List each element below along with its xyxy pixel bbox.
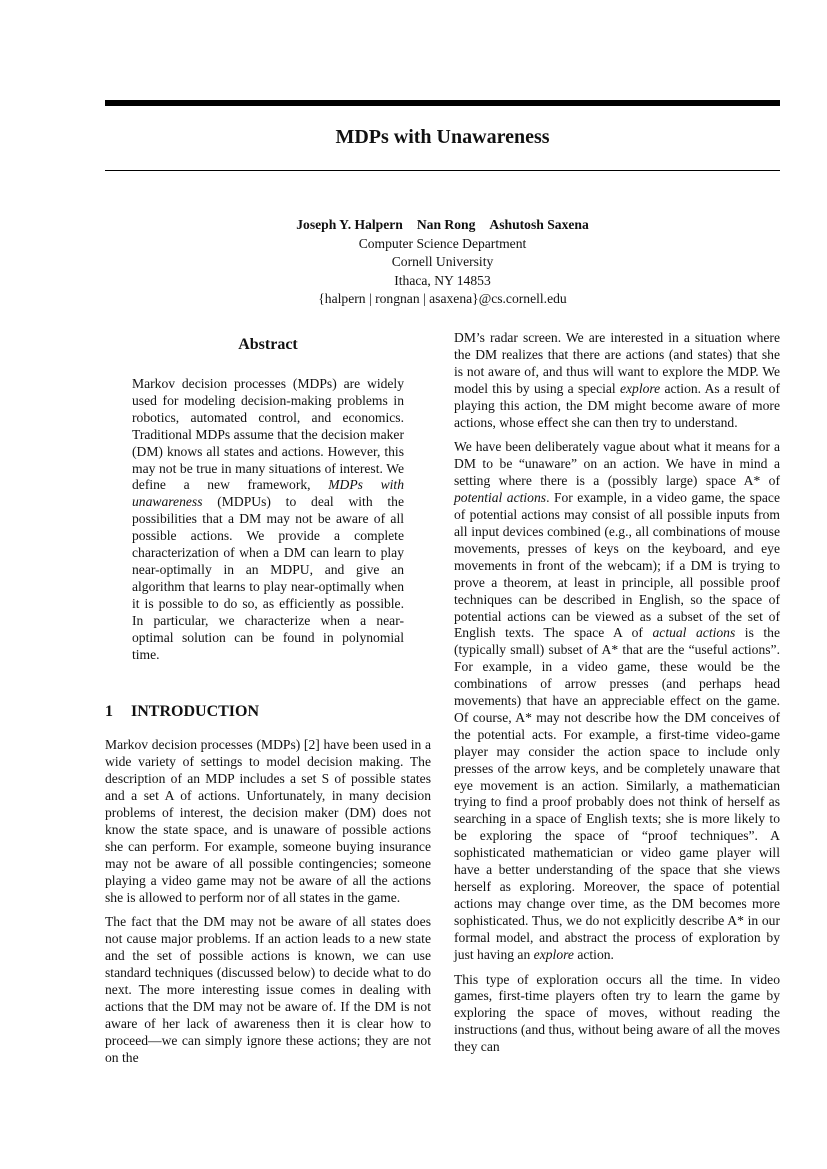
author-name: Nan Rong xyxy=(416,217,476,232)
section-heading-introduction xyxy=(105,703,431,721)
author-name: Joseph Y. Halpern xyxy=(296,217,403,232)
section-title: INTRODUCTION xyxy=(131,703,260,721)
author-names xyxy=(105,216,780,235)
author-block xyxy=(105,216,780,309)
intro-paragraph-1: Markov decision processes (MDPs) [2] have been used in a wide variety of settings to model decision making. The description of an MDP includes a set S of possible states and a set A of actions. Unfortunately, in many decision problems of interest, the decision maker (DM) does not know the state space, and is unaware of possible actions she can perform. For example, someone buying insurance may not be aware of all possible contingencies; someone playing a video game may not be aware of all the actions she is allowed to perform nor of all states in the game. xyxy=(105,737,431,905)
author-emails: {halpern | rongnan | asaxena}@cs.cornell.edu xyxy=(318,291,567,307)
paragraph-emphasis: actual actions xyxy=(652,625,736,641)
right-paragraph-1 xyxy=(454,330,780,431)
affiliation-address: Ithaca, NY 14853 xyxy=(394,272,491,288)
abstract-heading: Abstract xyxy=(238,336,298,353)
author-name: Ashutosh Saxena xyxy=(489,217,589,232)
abstract-text: Markov decision processes (MDPs) are widely used for modeling decision-making problems in robotics, automated control, and economics. Traditional MDPs assume that the decision maker (DM) knows all states and actions. However, this may not be true in many situations of interest. We define a new framework, xyxy=(132,376,404,493)
paragraph-text: We have been deliberately vague about what it means for a DM to be “unaware” on an action. We have in mind a setting where there is a (possibly large) space A* of xyxy=(454,439,780,489)
abstract-text: (MDPUs) to deal with the possibilities that a DM may not be aware of all possible actions. We provide a complete characterization of when a DM can learn to play near-optimally in an MDPU, and give an algorithm that learns to play near-optimally when it is possible to do so, as efficiently as possible. In particular, we characterize when a near-optimal solution can be found in polynomial time. xyxy=(132,494,404,662)
intro-paragraph-2: The fact that the DM may not be aware of all states does not cause major problems. If an action leads to a new state and the set of possible actions is known, we can use standard techniques (discussed below) to decide what to do next. The more interesting issue comes in dealing with actions that the DM may not be aware of. If the DM is not aware of her lack of awareness then it is clear how to proceed—we can simply ignore these actions; they are not on the xyxy=(105,914,431,1065)
right-column xyxy=(454,330,780,1064)
paper-title: MDPs with Unawareness xyxy=(335,126,550,148)
abstract-body xyxy=(132,376,404,663)
title-underline-rule xyxy=(105,170,780,171)
affiliation-department: Computer Science Department xyxy=(358,235,527,251)
paragraph-text: is the (typically small) subset of A* that are the “useful actions”. For example, in a video game, these would be the combinations of arrow presses (and perhaps head movements) that have an appreciable effect on the game. Of course, A* may not describe how the DM conceives of the potential acts. For example, a first-time video-game player may consider the action space to include only presses of the arrow keys, and be completely unaware that eye movement is an action. Similarly, a mathematician trying to find a proof probably does not think of herself as searching in a space of English texts; she is more likely to be exploring the space of “proof techniques”. A sophisticated mathematician or video game player will have a better understanding of the space that she views herself as exploring. Moreover, the space of potential actions may change over time, as the DM becomes more sophisticated. Thus, we do not explicitly describe A* in our formal model, and abstract the process of exploration by just having an xyxy=(454,625,780,962)
right-paragraph-2 xyxy=(454,439,780,963)
abstract-emphasis: MDPs with unawareness xyxy=(132,477,404,510)
affiliation-university: Cornell University xyxy=(391,254,494,270)
paragraph-text: action. As a result of playing this action, the DM might become aware of more actions, whose effect she can then try to understand. xyxy=(454,380,780,430)
paragraph-text: . For example, in a video game, the space of potential actions may consist of all possible inputs from all input devices combined (e.g., all combinations of mouse movements, presses of keys on the keyboard, and eye movements in front of the webcam); if a DM is trying to prove a theorem, at least in principle, all possible proof techniques can be described in English, so the space of potential actions can be viewed as a subset of the set of English texts. The space A of xyxy=(454,490,780,641)
paragraph-text: DM’s radar screen. We are interested in a situation where the DM realizes that there are actions (and states) that she is not aware of, and thus will want to explore the MDP. We model this by using a special xyxy=(454,330,780,396)
right-paragraph-3: This type of exploration occurs all the time. In video games, first-time players often try to learn the game by exploring the space of moves, without reading the instructions (and thus, without being aware of all the moves they can xyxy=(454,971,780,1055)
paragraph-emphasis: potential actions xyxy=(454,490,547,506)
left-column xyxy=(105,336,431,1075)
top-thick-rule xyxy=(105,100,780,106)
paragraph-text: action. xyxy=(573,946,614,962)
section-number: 1 xyxy=(105,703,113,721)
paragraph-emphasis: explore xyxy=(533,946,574,962)
paragraph-emphasis: explore xyxy=(619,380,661,396)
